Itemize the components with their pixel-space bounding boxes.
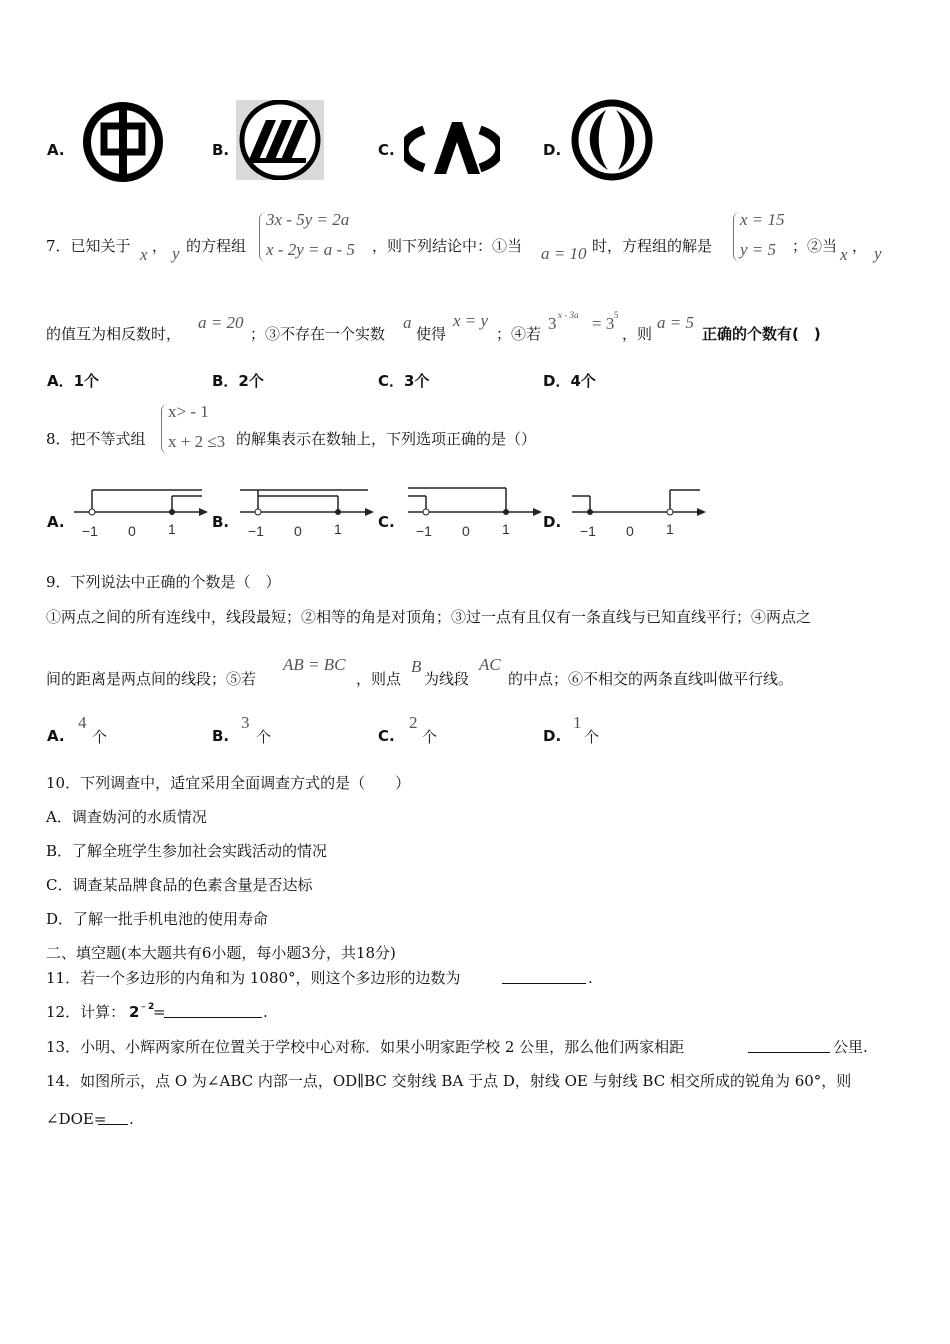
q7-power-base: 3 [548, 314, 557, 333]
q8-d-tick-0: 0 [626, 523, 634, 539]
q7-power-rhs-exponent: 5 [614, 310, 619, 320]
q7-var-x: x [140, 245, 148, 264]
q7-option-d: D．4个 [543, 372, 596, 390]
q7-text-11: 正确的个数有( ) [702, 325, 821, 343]
q12-equals: = [153, 1003, 166, 1021]
q8-c-tick-0: 0 [462, 523, 470, 539]
q12-answer-blank[interactable] [164, 1003, 262, 1018]
q7-text-3: ，则下列结论中：①当 [372, 237, 523, 255]
q10-option-a: A．调查妫河的水质情况 [46, 808, 207, 826]
q7-text-8: 使得 [416, 325, 447, 343]
q11-answer-blank[interactable] [502, 969, 586, 984]
q9-option-b-unit: 个 [256, 728, 272, 746]
q14-line-1: 14．如图所示，点 O 为∠ABC 内部一点，OD∥BC 交射线 BA 于点 D，射线 OE 与射线 BC 相交所成的锐角为 60°，则 [46, 1072, 852, 1090]
q7-system-brace [259, 212, 266, 262]
q9-line-1: ①两点之间的所有连线中，线段最短；②相等的角是对顶角；③过一点有且仅有一条直线与已知直线平行；④两点之 [46, 608, 812, 626]
q7-text-6: 的值互为相反数时， [46, 325, 182, 343]
q8-b-tick-neg1: −1 [248, 523, 264, 539]
q7-var-x-2: x [840, 245, 848, 264]
q8-number-line-d [568, 484, 708, 544]
q7-equation-2: x - 2y = a - 5 [266, 240, 355, 259]
q7-comma: ， [152, 237, 168, 255]
q8-a-tick-neg1: −1 [82, 523, 98, 539]
q8-text-1: 8．把不等式组 [46, 430, 146, 448]
q7-text-2: 的方程组 [186, 237, 247, 255]
q12-base: 2 [129, 1003, 140, 1021]
q7-solution-y: y = 5 [740, 240, 777, 259]
swirl-circle-logo-icon [570, 98, 654, 182]
q7-condition-3: x = y [453, 311, 489, 330]
q9-text-3: 为线段 [424, 670, 470, 688]
q7-option-c: C．3个 [378, 372, 430, 390]
q8-b-tick-0: 0 [294, 523, 302, 539]
q11-period: . [588, 969, 593, 987]
q14-line-2: ∠DOE= [46, 1110, 107, 1128]
q9-option-c-num: 2 [409, 713, 418, 732]
q7-condition-4: a = 5 [657, 313, 694, 332]
q8-d-tick-neg1: −1 [580, 523, 596, 539]
q11-text: 11．若一个多边形的内角和为 1080°，则这个多边形的边数为 [46, 969, 461, 987]
q7-text-7: ；③不存在一个实数 [250, 325, 386, 343]
option-label-c: C. [378, 141, 395, 159]
q7-solution-x: x = 15 [740, 210, 785, 229]
a-ellipse-logo-icon [404, 118, 500, 176]
stripes-logo-icon [236, 100, 324, 180]
q8-option-label-d: D. [543, 513, 562, 531]
q7-condition-1: a = 10 [541, 244, 587, 263]
option-label-a: A. [47, 141, 65, 159]
section-2-heading: 二、填空题(本大题共有6小题，每小题3分，共18分) [46, 944, 396, 962]
q8-inequality-1: x> - 1 [168, 402, 209, 421]
q9-math-ab-bc: AB = BC [283, 655, 346, 674]
q12-exponent: ﹣2 [139, 1002, 155, 1012]
q8-a-tick-1: 1 [168, 521, 176, 537]
q9-option-d-num: 1 [573, 713, 582, 732]
q8-option-label-b: B. [212, 513, 230, 531]
option-label-b: B. [212, 141, 230, 159]
q9-math-ac: AC [479, 655, 501, 674]
q9-text-1: 间的距离是两点间的线段；⑤若 [46, 670, 257, 688]
q7-text-10: ，则 [622, 325, 653, 343]
q7-option-b: B．2个 [212, 372, 264, 390]
q8-text-2: 的解集表示在数轴上，下列选项正确的是（） [236, 430, 537, 448]
q9-math-b: B [411, 657, 422, 676]
q8-inequality-2: x + 2 ≤3 [168, 432, 226, 451]
q9-title: 9．下列说法中正确的个数是（ ） [46, 573, 281, 591]
q13-unit: 公里. [833, 1038, 868, 1056]
q14-answer-blank[interactable] [98, 1110, 128, 1125]
q9-option-label-d: D. [543, 727, 562, 745]
q7-solution-brace [733, 212, 740, 262]
q12-period: . [263, 1003, 268, 1021]
q10-option-c: C．调查某品牌食品的色素含量是否达标 [46, 876, 313, 894]
q12-text: 12．计算： [46, 1003, 126, 1021]
circle-cross-logo-icon [78, 102, 168, 182]
q9-option-label-a: A. [47, 727, 65, 745]
option-label-d: D. [543, 141, 562, 159]
q9-text-2: ，则点 [356, 670, 402, 688]
q8-c-tick-neg1: −1 [416, 523, 432, 539]
q8-c-tick-1: 1 [502, 521, 510, 537]
q13-text: 13．小明、小辉两家所在位置关于学校中心对称．如果小明家距学校 2 公里，那么他们两家相距 [46, 1038, 685, 1056]
q9-option-c-unit: 个 [422, 728, 438, 746]
q9-option-b-num: 3 [241, 713, 250, 732]
q9-option-a-num: 4 [78, 713, 87, 732]
q7-condition-2: a = 20 [198, 313, 244, 332]
q9-option-label-c: C. [378, 727, 395, 745]
q10-title: 10．下列调查中，适宜采用全面调查方式的是（ ） [46, 774, 411, 792]
q7-equation-1: 3x - 5y = 2a [266, 210, 350, 229]
q8-a-tick-0: 0 [128, 523, 136, 539]
q8-b-tick-1: 1 [334, 521, 342, 537]
q8-option-label-a: A. [47, 513, 65, 531]
q7-text-9: ；④若 [496, 325, 542, 343]
q14-period: . [129, 1110, 134, 1128]
q7-power-exponent: x - 3a [558, 310, 579, 320]
q7-var-a: a [403, 313, 412, 332]
q13-answer-blank[interactable] [748, 1038, 830, 1053]
q7-option-a: A．1个 [47, 372, 100, 390]
q7-text-4: 时，方程组的解是 [592, 237, 713, 255]
q7-power-rhs: = 3 [592, 314, 615, 333]
q7-text-5: ；②当 [792, 237, 838, 255]
q8-option-label-c: C. [378, 513, 395, 531]
q10-option-b: B．了解全班学生参加社会实践活动的情况 [46, 842, 328, 860]
q7-text-1: 7．已知关于 [46, 237, 131, 255]
q7-comma-2: ， [852, 237, 868, 255]
q8-d-tick-1: 1 [666, 521, 674, 537]
q8-number-line-a [70, 484, 210, 544]
q10-option-d: D．了解一批手机电池的使用寿命 [46, 910, 269, 928]
q8-system-brace [161, 404, 168, 454]
q7-var-y-2: y [874, 244, 882, 263]
q8-number-line-c [404, 484, 544, 544]
q9-option-a-unit: 个 [92, 728, 108, 746]
q7-var-y: y [172, 244, 180, 263]
q9-option-label-b: B. [212, 727, 230, 745]
q9-text-4: 的中点；⑥不相交的两条直线叫做平行线。 [508, 670, 794, 688]
q9-option-d-unit: 个 [584, 728, 600, 746]
q8-number-line-b [236, 484, 376, 544]
